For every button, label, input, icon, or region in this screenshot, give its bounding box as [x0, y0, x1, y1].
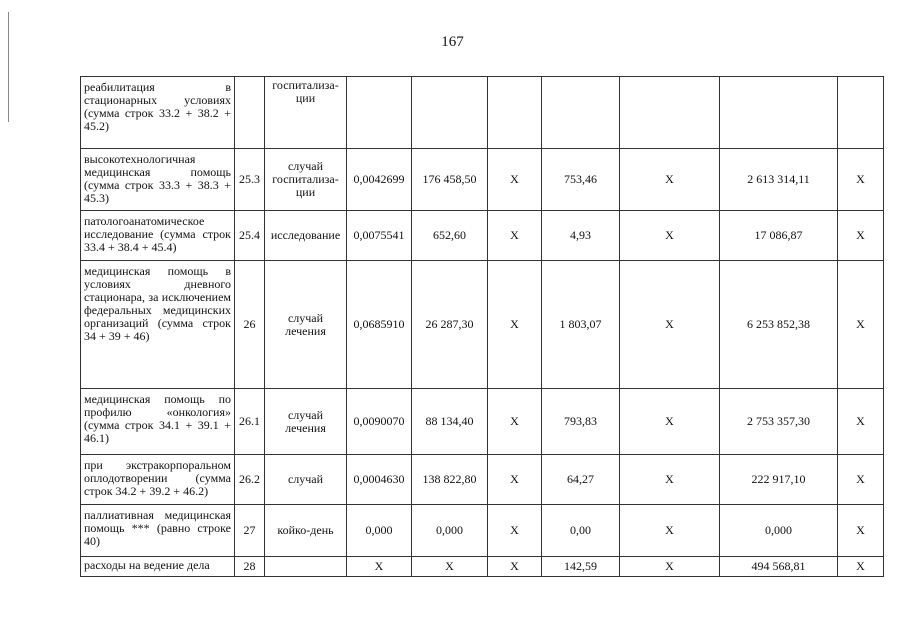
cell-c4: 0,000: [347, 505, 412, 557]
cell-c5: 26 287,30: [412, 261, 488, 389]
cell-c6: Х: [488, 389, 542, 455]
cell-c8: Х: [620, 211, 720, 261]
cell-c7: 753,46: [542, 149, 620, 211]
cell-c10: Х: [838, 149, 884, 211]
cell-c4: 0,0004630: [347, 455, 412, 505]
cell-c10: Х: [838, 211, 884, 261]
table-row: [81, 557, 884, 577]
expenses-table: [80, 76, 884, 577]
cell-c6: Х: [488, 211, 542, 261]
cell-c8: Х: [620, 557, 720, 577]
row-name: расходы на ведение дела: [81, 557, 235, 577]
row-name: при экстракорпоральном оплодотворении (сумма строк 34.2 + 39.2 + 46.2): [81, 455, 235, 505]
row-name: реабилитация в стационарных условиях (сумма строк 33.2 + 38.2 + 45.2): [81, 77, 235, 149]
row-code: 26.1: [235, 389, 265, 455]
cell-c9: 17 086,87: [720, 211, 838, 261]
cell-c10: [838, 77, 884, 149]
table-row: [81, 261, 884, 389]
cell-c7: 0,00: [542, 505, 620, 557]
cell-c7: [542, 77, 620, 149]
cell-c10: Х: [838, 389, 884, 455]
cell-c9: 494 568,81: [720, 557, 838, 577]
cell-c4: 0,0075541: [347, 211, 412, 261]
row-name: патологоанатомическое исследование (сумма строк 33.4 + 38.4 + 45.4): [81, 211, 235, 261]
row-unit: случай: [265, 455, 347, 505]
row-code: 28: [235, 557, 265, 577]
cell-c5: 138 822,80: [412, 455, 488, 505]
row-code: 26.2: [235, 455, 265, 505]
cell-c5: 0,000: [412, 505, 488, 557]
cell-c8: Х: [620, 505, 720, 557]
cell-c7: 142,59: [542, 557, 620, 577]
row-code: 25.4: [235, 211, 265, 261]
row-name: медицинская помощь по профилю «онкология» (сумма строк 34.1 + 39.1 + 46.1): [81, 389, 235, 455]
table-row: [81, 455, 884, 505]
row-code: 26: [235, 261, 265, 389]
cell-c6: Х: [488, 149, 542, 211]
cell-c6: Х: [488, 505, 542, 557]
row-code: 25.3: [235, 149, 265, 211]
cell-c9: 6 253 852,38: [720, 261, 838, 389]
row-name: медицинская помощь в условиях дневного стационара, за исключением федеральных медицинских организаций (сумма строк 34 + 39 + 46): [81, 261, 235, 389]
row-name: высокотехнологичная медицинская помощь (сумма строк 33.3 + 38.3 + 45.3): [81, 149, 235, 211]
table-row: [81, 149, 884, 211]
cell-c7: 64,27: [542, 455, 620, 505]
table-row: [81, 211, 884, 261]
cell-c10: Х: [838, 557, 884, 577]
row-unit: случай госпитализа-ции: [265, 149, 347, 211]
row-unit: госпитализа-ции: [265, 77, 347, 149]
cell-c5: 88 134,40: [412, 389, 488, 455]
cell-c5: 652,60: [412, 211, 488, 261]
cell-c9: 222 917,10: [720, 455, 838, 505]
cell-c4: [347, 77, 412, 149]
cell-c5: [412, 77, 488, 149]
cell-c10: Х: [838, 505, 884, 557]
row-unit: [265, 557, 347, 577]
table-row: [81, 505, 884, 557]
cell-c8: Х: [620, 149, 720, 211]
page-number: 167: [441, 34, 464, 50]
row-name: паллиативная медицинская помощь *** (равно строке 40): [81, 505, 235, 557]
row-unit: случай лечения: [265, 389, 347, 455]
margin-line: [8, 12, 9, 122]
cell-c6: Х: [488, 557, 542, 577]
cell-c10: Х: [838, 455, 884, 505]
cell-c8: [620, 77, 720, 149]
row-unit: случай лечения: [265, 261, 347, 389]
cell-c8: Х: [620, 389, 720, 455]
cell-c9: 2 613 314,11: [720, 149, 838, 211]
cell-c7: 1 803,07: [542, 261, 620, 389]
cell-c8: Х: [620, 261, 720, 389]
cell-c7: 793,83: [542, 389, 620, 455]
cell-c4: 0,0042699: [347, 149, 412, 211]
cell-c6: [488, 77, 542, 149]
row-code: 27: [235, 505, 265, 557]
cell-c4: 0,0090070: [347, 389, 412, 455]
row-code: [235, 77, 265, 149]
cell-c7: 4,93: [542, 211, 620, 261]
cell-c6: Х: [488, 261, 542, 389]
cell-c5: 176 458,50: [412, 149, 488, 211]
table-row: [81, 77, 884, 149]
row-unit: исследование: [265, 211, 347, 261]
cell-c8: Х: [620, 455, 720, 505]
cell-c9: 0,000: [720, 505, 838, 557]
table-row: [81, 389, 884, 455]
cell-c9: 2 753 357,30: [720, 389, 838, 455]
row-unit: койко-день: [265, 505, 347, 557]
cell-c4: 0,0685910: [347, 261, 412, 389]
cell-c5: Х: [412, 557, 488, 577]
cell-c6: Х: [488, 455, 542, 505]
cell-c4: Х: [347, 557, 412, 577]
cell-c9: [720, 77, 838, 149]
cell-c10: Х: [838, 261, 884, 389]
